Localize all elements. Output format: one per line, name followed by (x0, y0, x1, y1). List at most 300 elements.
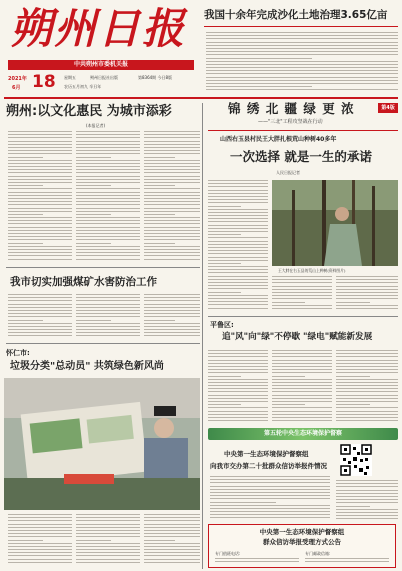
body-text-line (208, 186, 268, 187)
body-text-line (336, 385, 398, 386)
body-text-line (76, 166, 140, 167)
body-text-line (76, 335, 140, 336)
body-text-line (336, 372, 398, 373)
left-lead-body-col3 (144, 131, 200, 264)
feature-body-col3 (336, 276, 398, 314)
body-text-line (206, 42, 398, 43)
body-text-line (208, 356, 268, 357)
body-text-line (8, 520, 72, 521)
body-text-line (208, 363, 268, 364)
body-text-line (76, 150, 140, 151)
notice-line-1: 中央第一生态环境保护督察组 (259, 528, 345, 536)
body-text-line (76, 214, 111, 215)
body-text-line (336, 493, 398, 494)
body-text-line (8, 524, 72, 525)
body-text-line (144, 517, 200, 518)
body-text-line (76, 533, 140, 534)
body-text-line (8, 300, 72, 301)
body-text-line (208, 209, 268, 210)
middle-left-body-col3 (144, 294, 200, 340)
body-text-line (208, 221, 268, 222)
body-text-line (272, 308, 332, 309)
body-text-line (210, 514, 330, 515)
body-text-line (208, 407, 268, 408)
body-text-line (8, 316, 72, 317)
body-text-line (8, 307, 72, 308)
masthead-day: 18 (32, 72, 56, 92)
section-rule (208, 316, 398, 317)
body-text-line (8, 147, 72, 148)
pinglu-body-col1 (208, 350, 268, 424)
body-text-line (76, 185, 111, 186)
top-story-headline: 我国十余年完成沙化土地治理3.65亿亩 (204, 9, 388, 21)
body-text-line (208, 279, 268, 280)
masthead-subtitle: 中共朔州市委机关报 (8, 60, 194, 70)
body-text-line (336, 417, 398, 418)
body-text-line (336, 276, 398, 277)
body-text-line (208, 193, 268, 194)
feature-sub-banner: ——"三北"工程攻坚战在行动 (258, 119, 323, 125)
body-text-line (208, 285, 268, 286)
body-text-line (144, 524, 200, 525)
body-text-line (76, 188, 140, 189)
body-text-line (144, 300, 200, 301)
body-text-line (144, 546, 200, 547)
body-text-line (208, 269, 268, 270)
body-text-line (76, 163, 140, 164)
body-text-line (76, 562, 140, 563)
body-text-line (208, 288, 268, 289)
body-text-line (210, 495, 330, 496)
body-text-line (336, 360, 398, 361)
column-divider (202, 103, 203, 569)
body-text-line (208, 190, 268, 191)
masthead-issue: 第8364期 今日8版 (138, 75, 172, 80)
body-text-line (210, 476, 330, 477)
body-text-line (208, 250, 268, 251)
body-text-line (144, 259, 200, 260)
feature-byline: 人民日报记者 (276, 170, 300, 175)
body-text-line (76, 147, 140, 148)
body-text-line (208, 298, 268, 299)
body-text-line (144, 310, 200, 311)
body-text-line (144, 255, 200, 256)
body-text-line (208, 199, 268, 200)
body-text-line (208, 247, 268, 248)
body-text-line (336, 512, 398, 513)
body-text-line (336, 490, 398, 491)
body-text-line (76, 255, 140, 256)
body-text-line (144, 239, 200, 240)
body-text-line (336, 379, 398, 380)
body-text-line (210, 511, 330, 512)
left-lead-headline: 朔州:以文化惠民 为城市添彩 (6, 104, 172, 119)
inspection-headline-1: 中央第一生态环境保护督察组 (224, 450, 309, 458)
body-text-line (336, 295, 398, 296)
feature-body-col2 (272, 276, 332, 314)
body-text-line (272, 391, 332, 392)
body-text-line (76, 236, 140, 237)
body-text-line (76, 307, 140, 308)
notice-detail-left (215, 558, 299, 566)
body-text-line (8, 530, 72, 531)
feature-photo-image (272, 180, 398, 266)
notice-line-2: 群众信访举报受理方式公告 (263, 538, 341, 546)
body-text-line (208, 266, 268, 267)
masthead (6, 4, 198, 96)
body-text-line (8, 233, 72, 234)
body-text-line (144, 201, 200, 202)
body-text-line (144, 236, 200, 237)
body-text-line (210, 489, 330, 490)
body-text-line (336, 382, 398, 383)
feature-photo-caption: 王大胖在右玉县的荒山上种树(资料图片) (278, 268, 346, 273)
body-text-line (76, 527, 140, 528)
body-text-line (272, 395, 332, 396)
body-text-line (8, 176, 72, 177)
top-story-body (206, 32, 398, 94)
body-text-line (144, 153, 200, 154)
body-text-line (76, 530, 140, 531)
body-text-line (76, 252, 140, 253)
body-text-line (206, 32, 398, 33)
body-text-line (208, 215, 268, 216)
body-text-line (144, 323, 200, 324)
body-text-line (8, 214, 43, 215)
body-text-line (76, 524, 140, 525)
body-text-line (144, 147, 200, 148)
body-text-line (144, 243, 175, 244)
body-text-line (76, 179, 140, 180)
body-text-line (208, 301, 268, 302)
masthead-org: 朔州日报社出版 (90, 75, 118, 80)
body-text-line (8, 195, 72, 196)
body-text-line (76, 246, 140, 247)
body-text-line (144, 335, 200, 336)
body-text-line (8, 192, 72, 193)
body-text-line (336, 353, 398, 354)
body-text-line (144, 249, 200, 250)
left-lead-body-col2 (76, 131, 140, 264)
body-text-line (8, 211, 72, 212)
body-text-line (208, 350, 268, 351)
body-text-line (208, 304, 268, 305)
body-text-line (144, 137, 200, 138)
body-text-line (144, 520, 200, 521)
body-text-line (8, 335, 72, 336)
body-text-line (8, 255, 72, 256)
body-text-line (144, 294, 200, 295)
body-text-line (8, 310, 72, 311)
body-text-line (208, 212, 268, 213)
body-text-line (272, 282, 332, 283)
body-text-line (208, 369, 268, 370)
body-text-line (206, 83, 398, 84)
section-rule (6, 267, 200, 268)
body-text-line (144, 549, 200, 550)
body-text-line (76, 332, 140, 333)
body-text-line (76, 552, 140, 553)
notice-phone-label: 专门值班电话: (215, 551, 241, 556)
body-text-line (208, 366, 268, 367)
body-text-line (76, 300, 140, 301)
body-text-line (208, 401, 268, 402)
body-text-line (144, 188, 200, 189)
body-text-line (144, 332, 200, 333)
body-text-line (144, 552, 200, 553)
body-text-line (272, 292, 332, 293)
body-text-line (206, 38, 398, 39)
body-text-line (8, 514, 72, 515)
body-text-line (8, 533, 72, 534)
body-text-line (8, 527, 72, 528)
body-text-line (76, 320, 111, 321)
inspection-headline-2: 向我市交办第二十批群众信访举报件情况 (210, 462, 327, 470)
body-text-line (210, 508, 330, 509)
body-text-line (336, 414, 398, 415)
body-text-line (208, 411, 268, 412)
body-text-line (144, 559, 200, 560)
feature-kicker: 山西右玉县村民王大胖扎根荒山种树40多年 (220, 136, 337, 143)
left-lead-byline: (本报记者) (86, 123, 106, 128)
body-text-line (208, 218, 268, 219)
body-text-line (208, 360, 268, 361)
body-text-line (76, 220, 140, 221)
body-text-line (336, 292, 398, 293)
top-story-rule (204, 26, 398, 27)
body-text-line (336, 486, 398, 487)
pinglu-headline: 追"风"向"绿"不停歇 "绿电"赋能新发展 (222, 332, 373, 342)
body-text-line (144, 320, 175, 321)
body-text-line (76, 249, 140, 250)
body-text-line (8, 323, 72, 324)
body-text-line (8, 150, 72, 151)
body-text-line (210, 517, 330, 518)
body-text-line (8, 259, 72, 260)
notice-mail-label: 专门邮政信箱: (305, 551, 331, 556)
body-text-line (144, 150, 200, 151)
body-text-line (8, 246, 72, 247)
body-text-line (305, 561, 389, 562)
body-text-line (336, 407, 398, 408)
body-text-line (206, 35, 398, 36)
body-text-line (272, 379, 332, 380)
body-text-line (208, 183, 268, 184)
body-text-line (8, 549, 72, 550)
body-text-line (272, 401, 332, 402)
feature-banner: 锦 绣 北 疆 绿 更 浓 (228, 101, 355, 116)
body-text-line (206, 73, 398, 74)
body-text-line (272, 366, 332, 367)
body-text-line (272, 398, 332, 399)
body-text-line (208, 244, 268, 245)
body-text-line (336, 515, 398, 516)
body-text-line (336, 289, 398, 290)
body-text-line (144, 555, 200, 556)
huairen-photo-image (4, 378, 200, 510)
body-text-line (76, 294, 140, 295)
body-text-line (144, 540, 175, 541)
body-text-line (336, 286, 398, 287)
body-text-line (8, 160, 72, 161)
body-text-line (208, 295, 268, 296)
feature-headline: 一次选择 就是一生的承诺 (230, 149, 372, 164)
body-text-line (272, 407, 332, 408)
body-text-line (8, 182, 72, 183)
body-text-line (8, 188, 72, 189)
body-text-line (208, 231, 268, 232)
body-text-line (76, 297, 140, 298)
body-text-line (208, 202, 268, 203)
body-text-line (8, 172, 72, 173)
body-text-line (144, 217, 200, 218)
body-text-line (272, 295, 332, 296)
body-text-line (206, 58, 312, 59)
body-text-line (76, 144, 140, 145)
body-text-line (8, 201, 72, 202)
body-text-line (76, 198, 140, 199)
body-text-line (208, 257, 268, 258)
body-text-line (215, 561, 299, 562)
middle-left-headline: 我市切实加强煤矿水害防治工作 (10, 276, 157, 288)
body-text-line (208, 404, 241, 405)
body-text-line (76, 201, 140, 202)
body-text-line (8, 208, 72, 209)
body-text-line (76, 160, 140, 161)
body-text-line (272, 279, 332, 280)
body-text-line (144, 214, 175, 215)
body-text-line (8, 329, 72, 330)
huairen-body-col3 (144, 514, 200, 568)
body-text-line (144, 543, 200, 544)
body-text-line (272, 414, 332, 415)
inspection-body-right (336, 480, 398, 522)
body-text-line (76, 233, 140, 234)
body-text-line (208, 376, 241, 377)
body-text-line (144, 527, 200, 528)
body-text-line (336, 509, 398, 510)
feature-rule (208, 130, 398, 131)
body-text-line (336, 483, 398, 484)
body-text-line (144, 204, 200, 205)
body-text-line (208, 272, 268, 273)
body-text-line (210, 479, 330, 480)
body-text-line (215, 558, 299, 559)
body-text-line (206, 45, 398, 46)
body-text-line (8, 141, 72, 142)
body-text-line (272, 363, 332, 364)
body-text-line (8, 153, 72, 154)
body-text-line (8, 304, 72, 305)
pinglu-body-col3 (336, 350, 398, 424)
body-text-line (8, 179, 72, 180)
body-text-line (76, 137, 140, 138)
body-text-line (272, 276, 332, 277)
body-text-line (144, 246, 200, 247)
body-text-line (76, 316, 140, 317)
body-text-line (336, 480, 398, 481)
body-text-line (272, 353, 332, 354)
body-text-line (144, 144, 200, 145)
body-text-line (8, 540, 43, 541)
body-text-line (76, 543, 140, 544)
feature-photo (272, 180, 398, 266)
left-lead-body-col1 (8, 131, 72, 264)
body-text-line (76, 329, 140, 330)
body-text-line (208, 228, 268, 229)
qr-code-image (340, 444, 372, 476)
body-text-line (272, 360, 332, 361)
body-text-line (208, 206, 241, 207)
body-text-line (144, 208, 200, 209)
body-text-line (336, 308, 398, 309)
body-text-line (76, 182, 140, 183)
body-text-line (208, 253, 268, 254)
body-text-line (144, 233, 200, 234)
body-text-line (8, 166, 72, 167)
env-banner-text: 第五轮中央生态环境保护督察 (263, 430, 342, 437)
body-text-line (206, 86, 312, 87)
pinglu-tag: 平鲁区: (210, 321, 234, 329)
body-text-line (144, 220, 200, 221)
body-text-line (208, 395, 268, 396)
body-text-line (144, 533, 200, 534)
body-text-line (8, 198, 72, 199)
body-text-line (144, 252, 200, 253)
body-text-line (206, 64, 398, 65)
body-text-line (144, 131, 200, 132)
huairen-headline: 垃圾分类"总动员" 共筑绿色新风尚 (10, 361, 164, 372)
body-text-line (206, 77, 398, 78)
body-text-line (8, 137, 72, 138)
body-text-line (8, 536, 72, 537)
body-text-line (144, 227, 200, 228)
body-text-line (336, 350, 398, 351)
body-text-line (210, 492, 330, 493)
inspection-body (210, 476, 330, 522)
body-text-line (144, 157, 175, 158)
body-text-line (336, 302, 370, 303)
body-text-line (144, 304, 200, 305)
body-text-line (76, 559, 140, 560)
body-text-line (210, 486, 330, 487)
body-text-line (8, 559, 72, 560)
body-text-line (208, 225, 268, 226)
body-text-line (76, 141, 140, 142)
body-text-line (208, 282, 268, 283)
body-text-line (144, 230, 200, 231)
body-text-line (8, 555, 72, 556)
body-text-line (272, 376, 305, 377)
body-text-line (8, 163, 72, 164)
body-text-line (8, 543, 72, 544)
body-text-line (272, 305, 332, 306)
body-text-line (144, 195, 200, 196)
body-text-line (206, 70, 398, 71)
body-text-line (336, 279, 398, 280)
body-text-line (8, 157, 43, 158)
body-text-line (76, 555, 140, 556)
body-text-line (208, 372, 268, 373)
body-text-line (144, 211, 200, 212)
body-text-line (8, 239, 72, 240)
body-text-line (76, 208, 140, 209)
masthead-year: 2021年 (8, 76, 27, 82)
body-text-line (144, 163, 200, 164)
body-text-line (272, 302, 305, 303)
body-text-line (206, 67, 398, 68)
masthead-rule (4, 97, 398, 99)
